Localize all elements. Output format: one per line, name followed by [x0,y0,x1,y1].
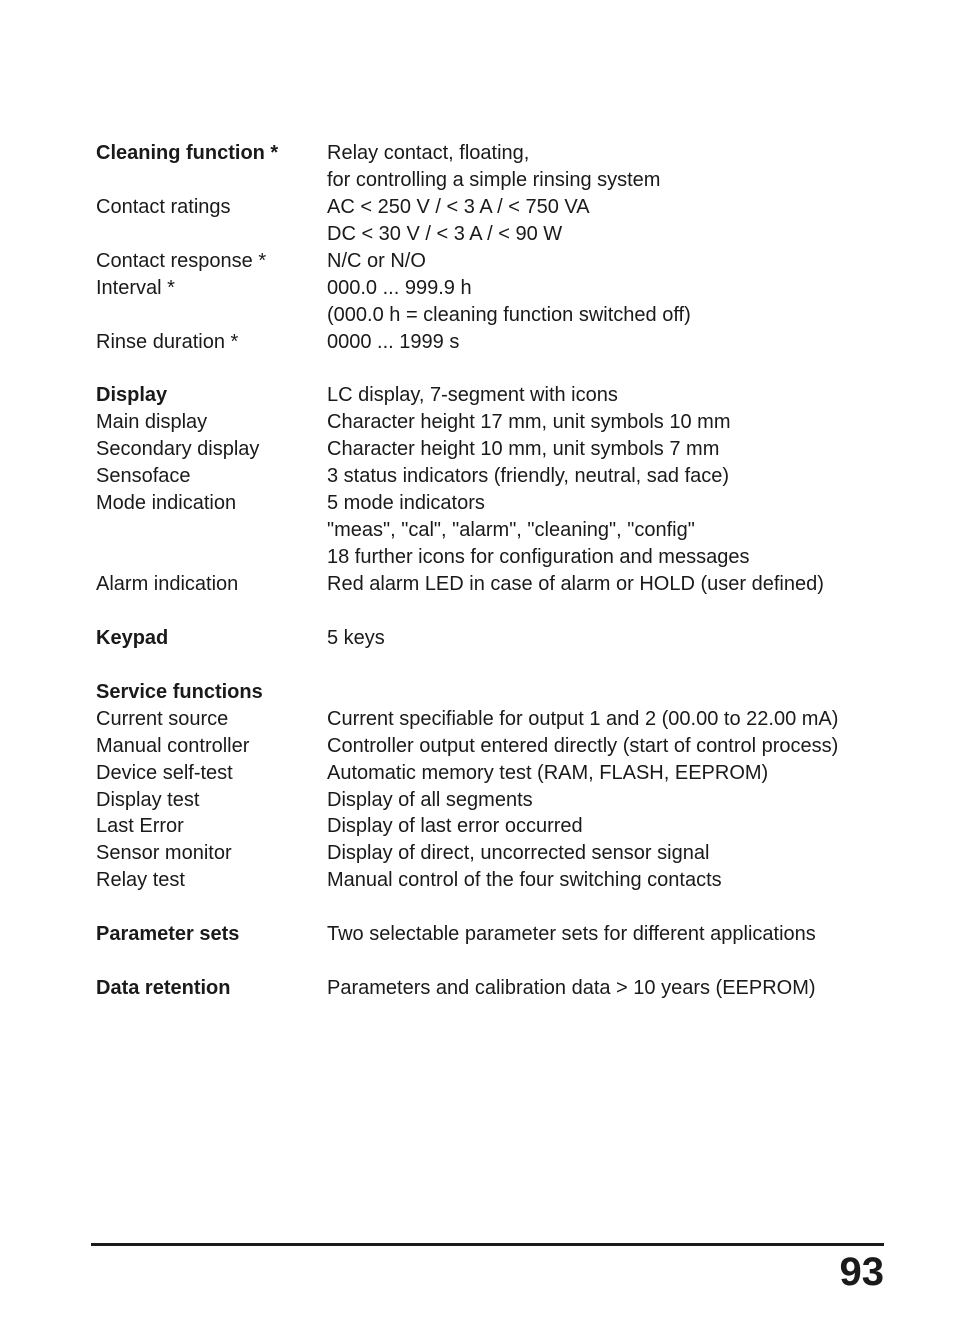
spec-row [96,167,896,194]
spec-label [96,517,327,544]
spec-value: Display of all segments [327,788,533,811]
spec-label: Manual controller [96,734,250,757]
spec-row [96,194,896,221]
section-heading: Display [96,384,168,407]
spec-value: DC < 30 V / < 3 A / < 90 W [327,222,563,245]
spec-value: Controller output entered directly (start of control process) [327,734,839,757]
spec-label: Alarm indication [96,573,239,595]
section-heading: Service functions [96,680,263,703]
spec-value: 0000 ... 1999 s [327,330,460,353]
spec-label: Rinse duration * [96,330,239,353]
spec-value: Automatic memory test (RAM, FLASH, EEPROM) [327,761,769,784]
spec-value: Current specifiable for output 1 and 2 (00.00 to 22.00 mA) [327,707,839,730]
spec-row [96,625,896,652]
spec-value: AC < 250 V / < 3 A / < 750 VA [327,195,590,218]
spec-value: Two selectable parameter sets for different applications [327,923,816,946]
spec-value: 18 further icons for configuration and messages [327,546,750,569]
section-heading: Keypad [96,626,169,649]
spec-label: Interval * [96,276,175,299]
section-heading: Data retention [96,977,231,1000]
spec-row [96,382,896,409]
spec-label: Display test [96,788,200,811]
spec-row [96,248,896,275]
spec-value: Red alarm LED in case of alarm or HOLD (user defined) [327,573,824,595]
spec-value: N/C or N/O [327,249,426,272]
spec-row [96,490,896,517]
spec-row [96,329,896,356]
spec-row [96,813,896,840]
spec-label: Contact ratings [96,195,231,218]
spec-row [96,840,896,867]
spec-row [96,787,896,814]
spec-value: 5 mode indicators [327,492,485,515]
spec-row [96,571,896,598]
page-number: 93 [839,1250,884,1294]
spec-label: Last Error [96,815,184,838]
spec-row [96,544,896,571]
spec-row [96,517,896,544]
spec-value: 3 status indicators (friendly, neutral, sad face) [327,465,730,488]
spec-row [96,436,896,463]
spec-row [96,463,896,490]
spacer-row [96,948,896,975]
spec-value: for controlling a simple rinsing system [327,168,661,191]
section-heading: Cleaning function * [96,142,279,164]
section-heading: Parameter sets [96,923,240,946]
spec-value [327,679,896,706]
spec-value: 5 keys [327,626,385,649]
spec-label: Contact response * [96,249,267,272]
spec-row [96,921,896,948]
spec-value: Relay contact, floating, [327,142,530,164]
spacer-row [96,598,896,625]
spec-row [96,140,896,167]
spec-label: Sensoface [96,465,191,488]
spec-label [96,221,327,248]
footer-rule [91,1243,884,1246]
spec-value: Character height 10 mm, unit symbols 7 mm [327,438,720,461]
spec-row [96,733,896,760]
spec-row [96,302,896,329]
spacer-row [96,894,896,921]
spec-row [96,867,896,894]
spec-label [96,544,327,571]
spec-value: "meas", "cal", "alarm", "cleaning", "config" [327,519,695,542]
spec-label: Device self-test [96,761,233,784]
spec-value: Display of direct, uncorrected sensor signal [327,842,710,865]
spec-row [96,221,896,248]
spec-label: Mode indication [96,492,237,515]
spec-label: Main display [96,411,208,434]
spec-row [96,706,896,733]
spec-label: Secondary display [96,438,260,461]
spacer-row [96,652,896,679]
spec-value: Parameters and calibration data > 10 years (EEPROM) [327,977,816,1000]
spec-value: (000.0 h = cleaning function switched off) [327,303,691,326]
spec-row [96,409,896,436]
spec-value: 000.0 ... 999.9 h [327,276,472,299]
spec-label [96,302,327,329]
spacer-row [96,356,896,383]
spec-label: Relay test [96,869,185,892]
spec-value: Character height 17 mm, unit symbols 10 mm [327,411,731,434]
spec-value: LC display, 7-segment with icons [327,384,618,407]
spec-row [96,275,896,302]
spec-row [96,760,896,787]
spec-value: Display of last error occurred [327,815,583,838]
spec-label: Current source [96,707,229,730]
spec-table [96,140,896,1002]
spec-label: Sensor monitor [96,842,232,865]
spec-value: Manual control of the four switching contacts [327,869,722,892]
spec-row [96,679,896,706]
spec-label [96,167,327,194]
spec-row [96,975,896,1002]
